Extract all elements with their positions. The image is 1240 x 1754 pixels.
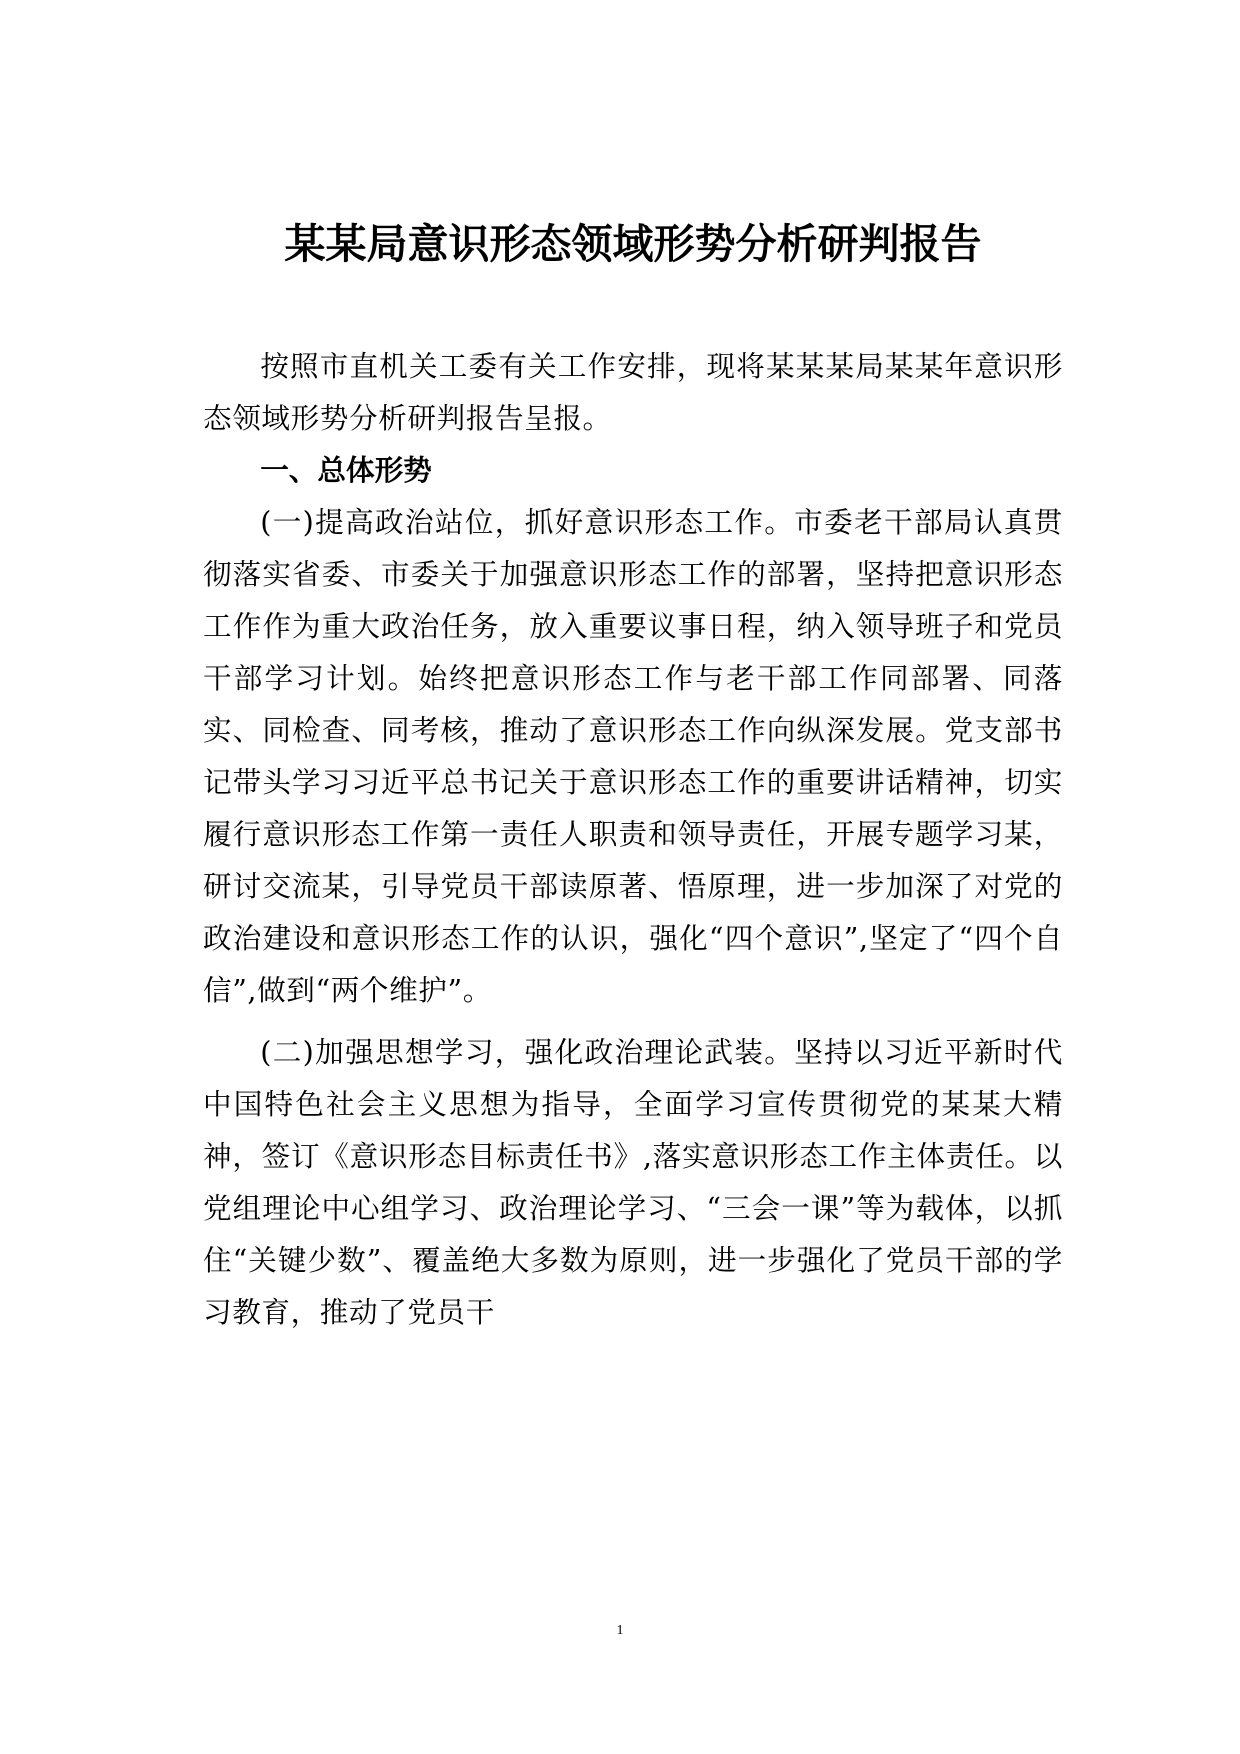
paragraph-political-stance: (一)提高政治站位，抓好意识形态工作。市委老干部局认真贯彻落实省委、市委关于加强意识形态工作的部署，坚持把意识形态工作作为重大政治任务，放入重要议事日程，纳入领导班子和党员干部学习计划。始终把意识形态工作与老干部工作同部署、同落实、同检查、同考核，推动了意识形态工作向纵深发展。党支部书记带头学习习近平总书记关于意识形态工作的重要讲话精神，切实履行意识形态工作第一责任人职责和领导责任，开展专题学习某，研讨交流某，引导党员干部读原著、悟原理，进一步加深了对党的政治建设和意识形态工作的认识，强化“四个意识”,坚定了“四个自信”,做到“两个维护”。 (203, 505, 1063, 1007)
page-number: 1 (616, 1623, 624, 1638)
section-heading-overall-situation: 一、总体形势 (260, 453, 432, 487)
document-title: 某某局意识形态领域形势分析研判报告 (284, 220, 982, 268)
paragraph-theory-study: (二)加强思想学习，强化政治理论武装。坚持以习近平新时代中国特色社会主义思想为指导，全面学习宣传贯彻党的某某大精神，签订《意识形态目标责任书》,落实意识形态工作主体责任。以党组理论中心组学习、政治理论学习、“三会一课”等为载体，以抓住“关键少数”、覆盖绝大多数为原则，进一步强化了党员干部的学习教育，推动了党员干 (203, 1035, 1063, 1329)
document-body (203, 212, 1063, 1338)
intro-paragraph: 按照市直机关工委有关工作安排，现将某某某局某某年意识形态领域形势分析研判报告呈报。 (203, 349, 1063, 435)
